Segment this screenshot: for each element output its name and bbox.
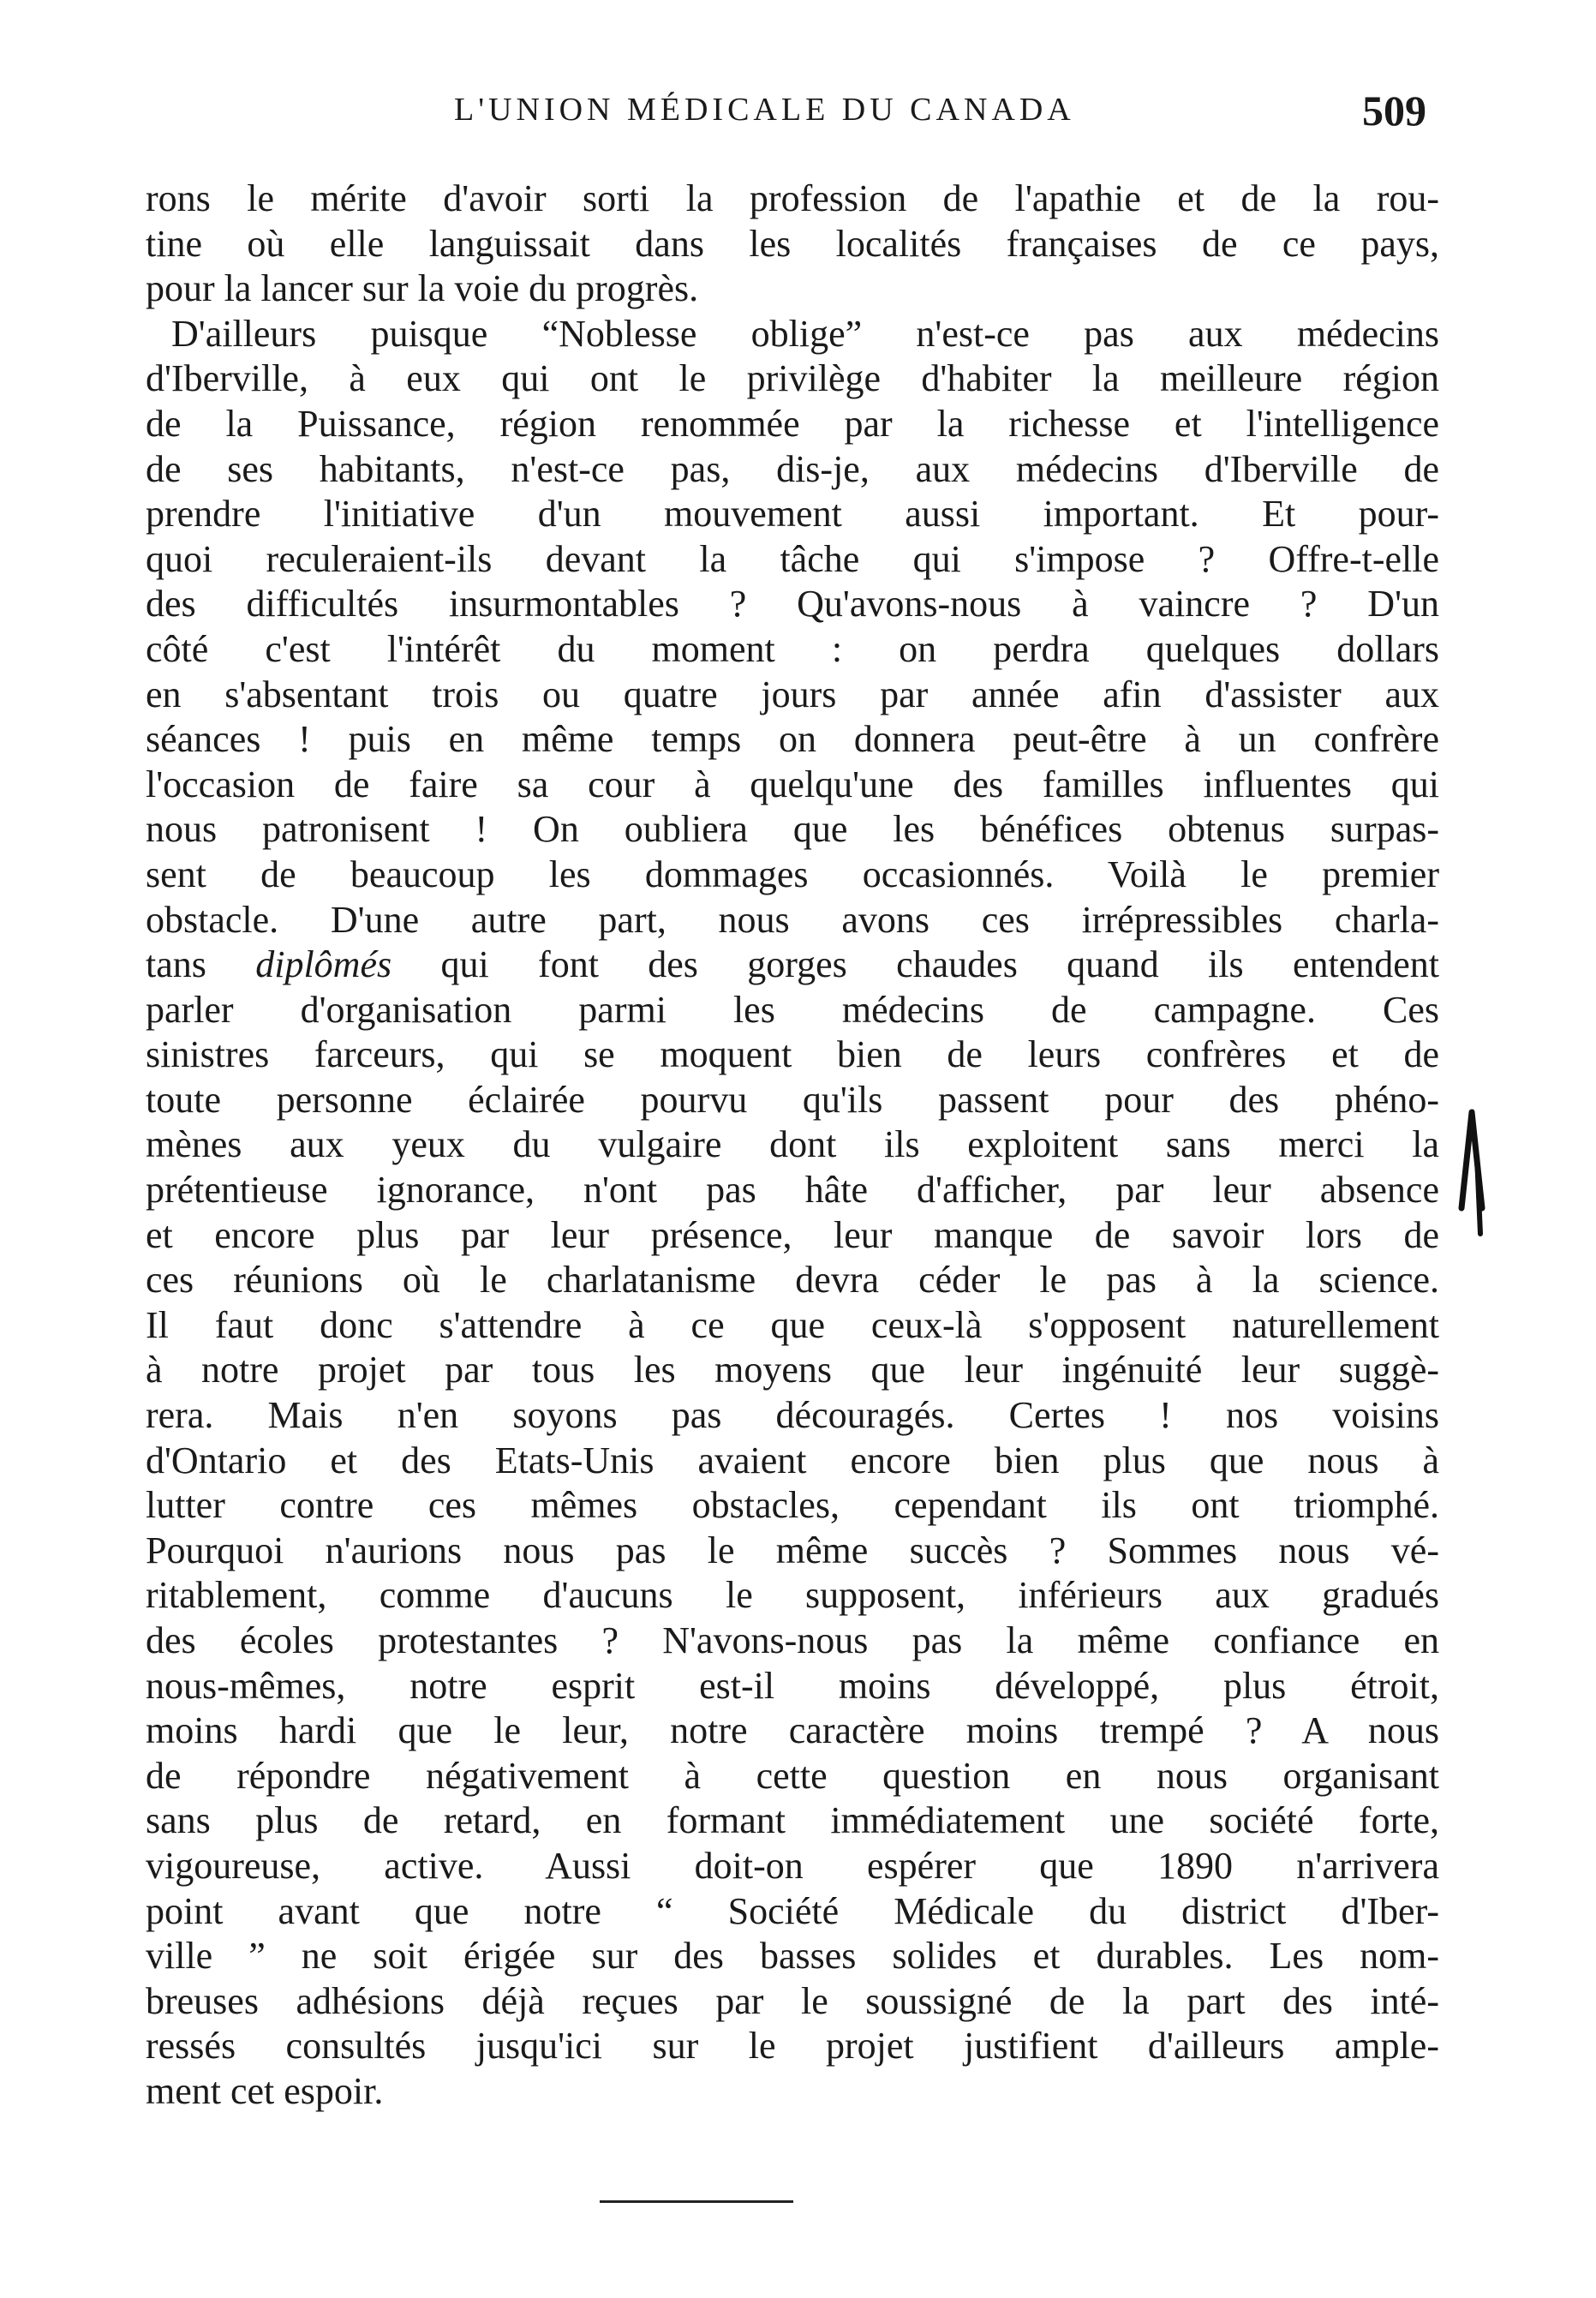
text-line: ritablement, comme d'aucuns le supposent, inférieurs aux gradués — [146, 1574, 1439, 1617]
text-line: ressés consultés jusqu'ici sur le projet justifient d'ailleurs ample- — [146, 2025, 1439, 2068]
text-line: parler d'organisation parmi les médecins de campagne. Ces — [146, 988, 1439, 1031]
running-head: L'UNION MÉDICALE DU CANADA — [454, 92, 1075, 128]
text-line: mènes aux yeux du vulgaire dont ils exploitent sans merci la — [146, 1123, 1439, 1166]
text-line: côté c'est l'intérêt du moment : on perdra quelques dollars — [146, 627, 1439, 670]
text-line: des écoles protestantes ? N'avons-nous pas la même confiance en — [146, 1619, 1439, 1661]
text-line: tans diplômés qui font des gorges chaudes quand ils entendent — [146, 943, 1439, 986]
text-line: D'ailleurs puisque “Noblesse oblige” n'est-ce pas aux médecins — [171, 312, 1439, 355]
text-line: des difficultés insurmontables ? Qu'avons-nous à vaincre ? D'un — [146, 583, 1439, 625]
text-line: de la Puissance, région renommée par la richesse et l'intelligence — [146, 402, 1439, 445]
text-line: ment cet espoir. — [146, 2069, 384, 2112]
text-line: quoi reculeraient-ils devant la tâche qui s'impose ? Offre-t-elle — [146, 537, 1439, 580]
text-line: rons le mérite d'avoir sorti la profession de l'apathie et de la rou- — [146, 177, 1439, 219]
text-line: point avant que notre “ Société Médicale du district d'Iber- — [146, 1889, 1439, 1932]
text-line: en s'absentant trois ou quatre jours par année afin d'assister aux — [146, 673, 1439, 715]
text-line: sans plus de retard, en formant immédiatement une société forte, — [146, 1799, 1439, 1842]
text-line: Il faut donc s'attendre à ce que ceux-là s'opposent naturellement — [146, 1303, 1439, 1346]
text-line: breuses adhésions déjà reçues par le soussigné de la part des inté- — [146, 1979, 1439, 2022]
text-line: et encore plus par leur présence, leur manque de savoir lors de — [146, 1213, 1439, 1256]
text-line: pour la lancer sur la voie du progrès. — [146, 267, 699, 310]
italic-word: diplômés — [255, 943, 392, 986]
text-line: sinistres farceurs, qui se moquent bien de leurs confrères et de — [146, 1033, 1439, 1076]
text-line: obstacle. D'une autre part, nous avons ces irrépressibles charla- — [146, 898, 1439, 941]
text-line: d'Ontario et des Etats-Unis avaient encore bien plus que nous à — [146, 1439, 1439, 1481]
text-line: à notre projet par tous les moyens que leur ingénuité leur suggè- — [146, 1349, 1439, 1391]
handwritten-margin-mark — [1456, 1105, 1491, 1251]
text-line: séances ! puis en même temps on donnera peut-être à un confrère — [146, 718, 1439, 761]
text-line: Pourquoi n'aurions nous pas le même succès ? Sommes nous vé- — [146, 1529, 1439, 1571]
text-line: vigoureuse, active. Aussi doit-on espérer que 1890 n'arrivera — [146, 1844, 1439, 1887]
page-number: 509 — [1362, 87, 1426, 135]
text-line: nous-mêmes, notre esprit est-il moins développé, plus étroit, — [146, 1664, 1439, 1707]
text-line: toute personne éclairée pourvu qu'ils passent pour des phéno- — [146, 1078, 1439, 1121]
text-line: tine où elle languissait dans les localités françaises de ce pays, — [146, 222, 1439, 265]
text-line: l'occasion de faire sa cour à quelqu'une des familles influentes qui — [146, 763, 1439, 805]
text-line: nous patronisent ! On oubliera que les bénéfices obtenus surpas- — [146, 808, 1439, 851]
text-line: moins hardi que le leur, notre caractère moins trempé ? A nous — [146, 1709, 1439, 1752]
text-line: rera. Mais n'en soyons pas découragés. Certes ! nos voisins — [146, 1394, 1439, 1437]
text-line: de ses habitants, n'est-ce pas, dis-je, aux médecins d'Iberville de — [146, 447, 1439, 490]
body-text — [146, 177, 1439, 2115]
text-line: sent de beaucoup les dommages occasionnés. Voilà le premier — [146, 853, 1439, 895]
text-line: prétentieuse ignorance, n'ont pas hâte d'afficher, par leur absence — [146, 1169, 1439, 1212]
closing-rule — [600, 2200, 793, 2203]
text-line: prendre l'initiative d'un mouvement aussi important. Et pour- — [146, 493, 1439, 536]
text-line: d'Iberville, à eux qui ont le privilège d'habiter la meilleure région — [146, 357, 1439, 400]
text-line: ville ” ne soit érigée sur des basses solides et durables. Les nom- — [146, 1935, 1439, 1978]
text-line: lutter contre ces mêmes obstacles, cependant ils ont triomphé. — [146, 1484, 1439, 1527]
text-line: de répondre négativement à cette question en nous organisant — [146, 1754, 1439, 1797]
text-line: ces réunions où le charlatanisme devra céder le pas à la science. — [146, 1259, 1439, 1302]
